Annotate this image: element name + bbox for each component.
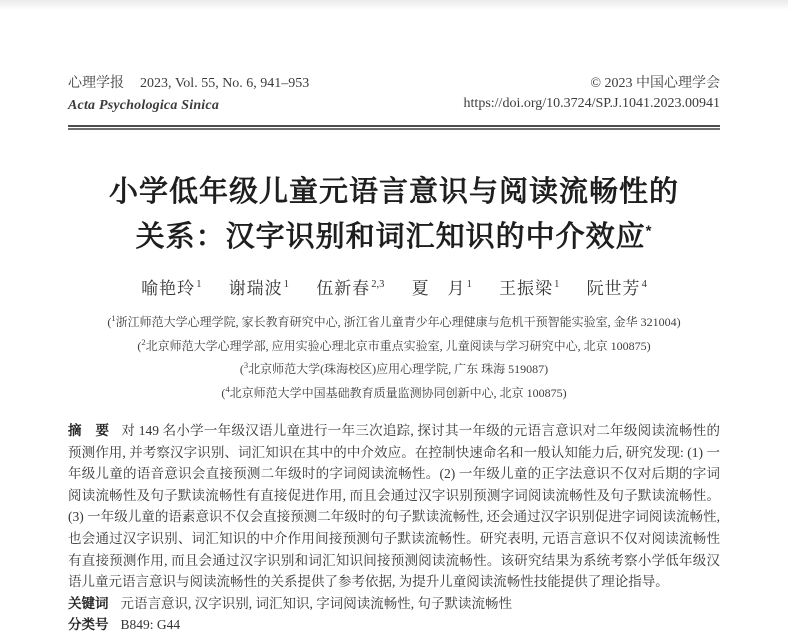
journal-name-cn: 心理学报 [68, 76, 124, 91]
author-name: 夏 月 [411, 279, 466, 298]
affiliation-line [68, 309, 720, 333]
affiliation-superscript: 1 [111, 313, 116, 323]
author-item [587, 279, 647, 298]
author-item [316, 279, 384, 298]
affiliation-list [68, 309, 720, 403]
author-name: 喻艳玲 [141, 279, 196, 298]
affiliation-open-paren: ( [137, 338, 142, 353]
author-name: 谢瑞波 [228, 279, 283, 298]
affiliation-text: 北京师范大学中国基础教育质量监测协同创新中心, 北京 100875 [229, 385, 563, 400]
affiliation-close-paren: ) [544, 362, 549, 376]
author-superscript: 1 [196, 279, 202, 291]
title-line-2: 关系：汉字识别和词汇知识的中介效应 [135, 221, 646, 253]
affiliation-text: 北京师范大学(珠海校区)应用心理学院, 广东 珠海 519087 [248, 362, 545, 376]
copyright-notice: © 2023 中国心理学会 [590, 76, 720, 91]
affiliation-line [68, 333, 720, 357]
affiliation-close-paren: ) [676, 315, 681, 329]
author-superscript: 1 [466, 279, 472, 291]
classification-line [68, 614, 720, 636]
affiliation-open-paren: ( [221, 385, 226, 400]
author-name: 阮世芳 [586, 279, 641, 298]
author-superscript: 1 [554, 279, 560, 291]
journal-cn-row [68, 74, 309, 94]
affiliation-text: 北京师范大学心理学部, 应用实验心理北京市重点实验室, 儿童阅读与学习研究中心, 北京 100875 [145, 338, 647, 353]
title-line-1: 小学低年级儿童元语言意识与阅读流畅性的 [108, 176, 679, 208]
paper-title [68, 170, 720, 260]
author-superscript: 1 [283, 279, 289, 291]
author-item [141, 279, 201, 298]
affiliation-close-paren: ) [562, 385, 567, 400]
affiliation-open-paren: ( [239, 362, 244, 376]
keywords-line [68, 593, 720, 615]
author-item [412, 279, 472, 298]
abstract-label: 摘 要 [68, 423, 110, 438]
affiliation-superscript: 3 [243, 360, 249, 370]
doi-link[interactable]: https://doi.org/10.3724/SP.J.1041.2023.00941 [463, 96, 720, 111]
affiliation-line [68, 380, 720, 404]
abstract-section [68, 420, 720, 593]
keywords-label: 关键词 [68, 595, 109, 611]
journal-header-left [68, 74, 309, 116]
author-item [229, 279, 289, 298]
classification-label: 分类号 [68, 617, 109, 633]
affiliation-open-paren: ( [107, 315, 112, 329]
journal-name-en: Acta Psychologica Sinica [68, 98, 220, 113]
author-name: 王振梁 [499, 279, 554, 298]
affiliation-superscript: 4 [225, 383, 230, 394]
author-superscript: 4 [641, 279, 647, 291]
author-item [499, 279, 559, 298]
journal-volume-info: 2023, Vol. 55, No. 6, 941–953 [140, 76, 310, 91]
journal-header [68, 0, 720, 116]
keywords-text: 元语言意识, 汉字识别, 词汇知识, 字词阅读流畅性, 句子默读流畅性 [120, 595, 512, 611]
abstract-text: 对 149 名小学一年级汉语儿童进行一年三次追踪, 探讨其一年级的元语言意识对二年级阅读流畅性的预测作用, 并考察汉字识别、词汇知识在其中的中介效应。在控制快速命名和一般认知能力后, 研究发现: (1) 一年级儿童的语音意识会直接预测二年级时的字词阅读流畅性。(2) 一年级儿童的正字法意识不仅对后期的字词阅读流畅性及句子默读流畅性有直接促进作用, 而且会通过汉字识别预测字词阅读流畅性及句子默读流畅性。(3) 一年级儿童的语素意识不仅会直接预测二年级时的句子默读流畅性, 还会通过汉字识别促进字词阅读流畅性, 也会通过汉字识别、词汇知识的中介作用间接预测句子默读流畅性。研究表明, 元语言意识不仅对阅读流畅性有直接预测作用, 而且会通过汉字识别和词汇知识间接预测阅读流畅性。该研究结果为系统考察小学低年级汉语儿童元语言意识与阅读流畅性的关系提供了参考依据, 为提升儿童阅读流畅性技能提供了理论指导。 [68, 423, 721, 590]
classification-value: B849: G44 [120, 617, 181, 633]
affiliation-close-paren: ) [646, 338, 651, 353]
author-list [68, 274, 720, 299]
affiliation-superscript: 2 [141, 336, 146, 347]
title-footnote-asterisk: * [645, 222, 653, 240]
affiliation-line [68, 356, 720, 380]
author-name: 伍新春 [316, 279, 371, 298]
journal-header-right [464, 74, 720, 114]
author-superscript: 2,3 [371, 279, 385, 291]
header-rule [68, 125, 720, 130]
affiliation-text: 浙江师范大学心理学院, 家长教育研究中心, 浙江省儿童青少年心理健康与危机干预智能实验室, 金华 321004 [115, 315, 677, 329]
